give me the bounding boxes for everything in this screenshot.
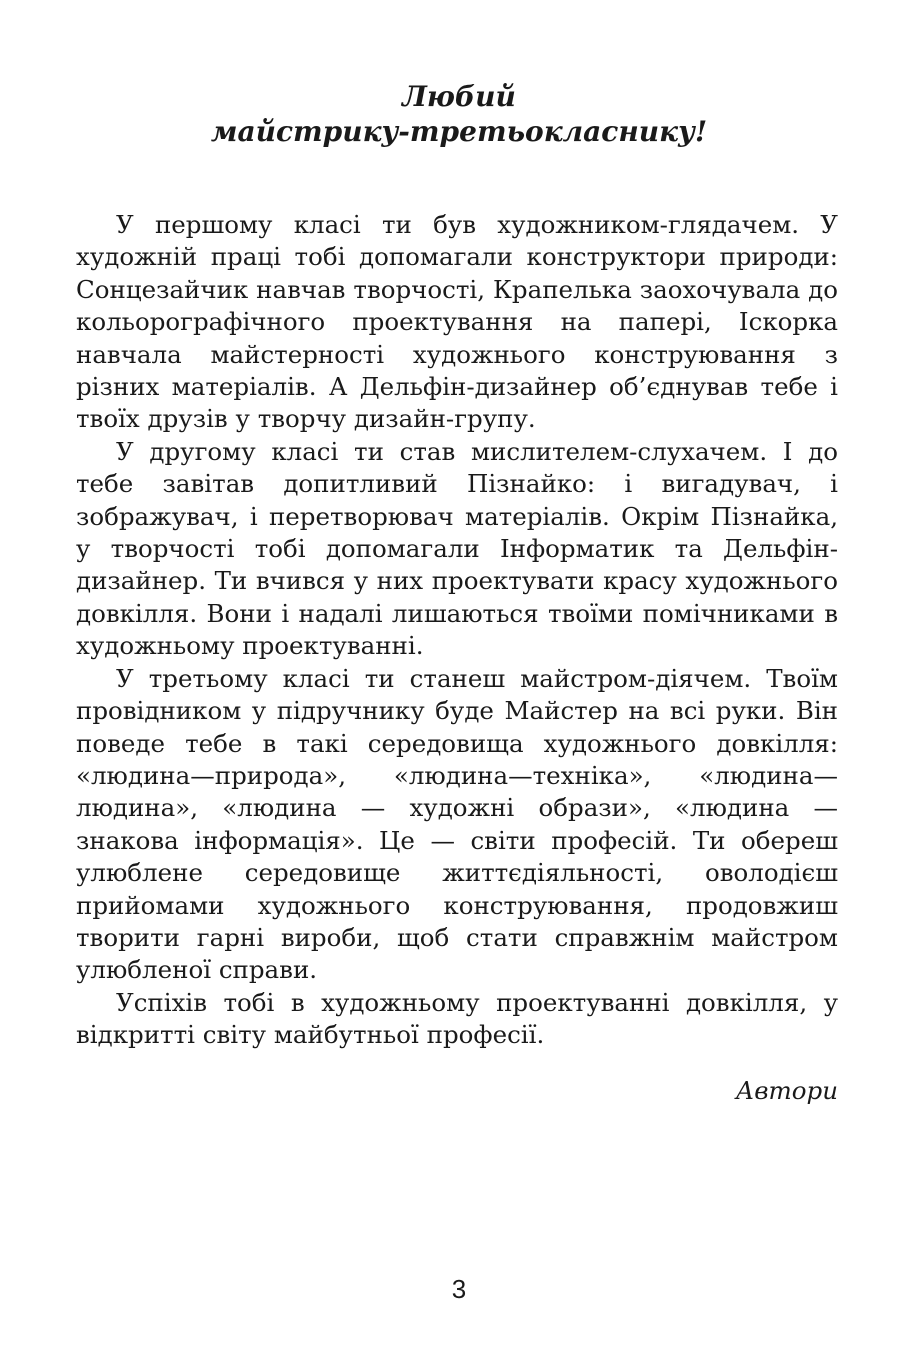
signature-authors: Автори [735, 1076, 838, 1105]
paragraph-wishes: Успіхів тобі в художньому проектуванні довкілля, у відкритті світу майбутньої професії. [76, 987, 838, 1050]
letter-body [76, 209, 838, 1052]
heading-greeting: Любий [402, 80, 516, 113]
paragraph-first-grade: У першому класі ти був художником-глядачем. У художній праці тобі допомагали конструктори природи: Сонцезайчик навчав творчості, Крапелька заохочувала до кольорографічного проектування на папері, Іскорка навчала майстерності художнього конструювання з різних матеріалів. А Дельфін-дизайнер об’єднував тебе і твоїх друзів у творчу дизайн-групу. [76, 210, 838, 434]
heading-addressee: майстрику-третьокласнику! [210, 115, 708, 148]
paragraph-third-grade: У третьому класі ти станеш майстром-діячем. Твоїм провідником у підручнику буде Майстер на всі руки. Він поведе тебе в такі середовища художнього довкілля: «людина—природа», «людина—техніка», «людина—людина», «людина — художні образи», «людина — знакова інформація». Це — світи професій. Ти обереш улюблене середовище життєдіяльності, оволодієш прийомами художнього конструювання, продовжиш творити гарні вироби, щоб стати справжнім майстром улюбленої справи. [76, 663, 838, 985]
paragraph-second-grade: У другому класі ти став мислителем-слухачем. І до тебе завітав допитливий Пізнайко: і вигадувач, і зображувач, і перетворювач матеріалів. Окрім Пізнайка, у творчості тобі допомагали Інформатик та Дельфін-дизайнер. Ти вчився у них проектувати красу художнього довкілля. Вони і надалі лишаються твоїми помічниками в художньому проектуванні. [76, 436, 838, 661]
page-number: 3 [451, 1274, 467, 1304]
